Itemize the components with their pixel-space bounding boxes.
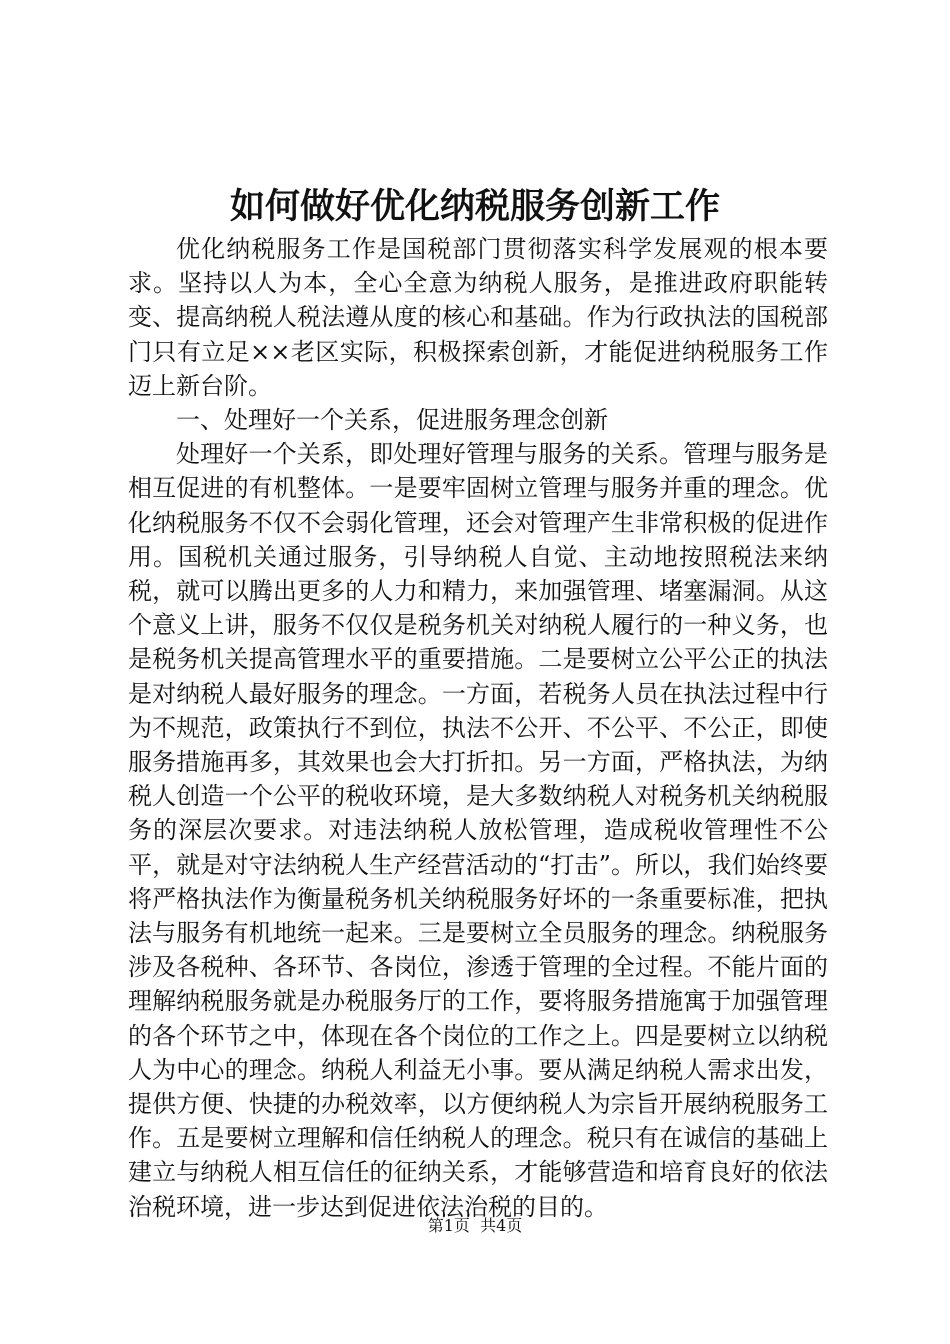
page-footer xyxy=(0,1214,950,1238)
document-body xyxy=(128,232,828,1224)
page-number: 第1页 xyxy=(427,1216,470,1235)
paragraph-section-1: 处理好一个关系，即处理好管理与服务的关系。管理与服务是相互促进的有机整体。一是要牢固树立管理与服务并重的理念。优化纳税服务不仅不会弱化管理，还会对管理产生非常积极的促进作用。国税机关通过服务，引导纳税人自觉、主动地按照税法来纳税，就可以腾出更多的人力和精力，来加强管理、堵塞漏洞。从这个意义上讲，服务不仅仅是税务机关对纳税人履行的一种义务，也是税务机关提高管理水平的重要措施。二是要树立公平公正的执法是对纳税人最好服务的理念。一方面，若税务人员在执法过程中行为不规范，政策执行不到位，执法不公开、不公平、不公正，即使服务措施再多，其效果也会大打折扣。另一方面，严格执法，为纳税人创造一个公平的税收环境，是大多数纳税人对税务机关纳税服务的深层次要求。对违法纳税人放松管理，造成税收管理性不公平，就是对守法纳税人生产经营活动的“打击”。所以，我们始终要将严格执法作为衡量税务机关纳税服务好坏的一条重要标准，把执法与服务有机地统一起来。三是要树立全员服务的理念。纳税服务涉及各税种、各环节、各岗位，渗透于管理的全过程。不能片面的理解纳税服务就是办税服务厅的工作，要将服务措施寓于加强管理的各个环节之中，体现在各个岗位的工作之上。四是要树立以纳税人为中心的理念。纳税人利益无小事。要从满足纳税人需求出发，提供方便、快捷的办税效率，以方便纳税人为宗旨开展纳税服务工作。五是要树立理解和信任纳税人的理念。税只有在诚信的基础上建立与纳税人相互信任的征纳关系，才能够营造和培育良好的依法治税环境，进一步达到促进依法治税的目的。 xyxy=(128,440,828,1221)
section-heading-1: 一、处理好一个关系，促进服务理念创新 xyxy=(176,406,608,435)
paragraph-intro: 优化纳税服务工作是国税部门贯彻落实科学发展观的根本要求。坚持以人为本，全心全意为纳税人服务，是推进政府职能转变、提高纳税人税法遵从度的核心和基础。作为行政执法的国税部门只有立足××老区实际，积极探索创新，才能促进纳税服务工作迈上新台阶。 xyxy=(128,235,828,400)
document-title: 如何做好优化纳税服务创新工作 xyxy=(229,186,720,227)
page-total: 共4页 xyxy=(480,1216,523,1235)
